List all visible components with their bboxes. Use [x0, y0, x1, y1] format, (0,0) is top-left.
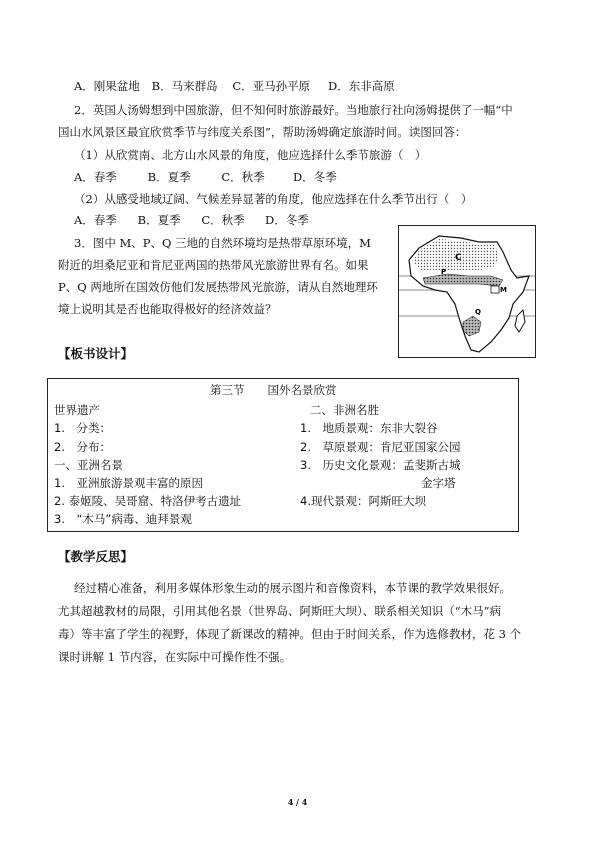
board-right-line-3: 2. 草原景观：肯尼亚国家公园 — [300, 440, 461, 454]
africa-map-drawing — [399, 226, 535, 357]
q2-sub1: （1）从欣赏南、北方山水风景的角度，他应选择什么季节旅游（ ） — [74, 148, 427, 162]
reflection-line-3: 毒）等丰富了学生的视野，体现了新课改的精神。但由于时间关系，作为选修教材，花 3 个 — [58, 627, 522, 641]
board-right-line-6: 4.现代景观：阿斯旺大坝 — [300, 494, 426, 508]
board-left-line-5: 1. 亚洲旅游景观丰富的原因 — [54, 476, 203, 490]
q2-sub1-options — [74, 169, 337, 185]
map-label-m: M — [500, 286, 507, 294]
africa-map — [398, 225, 536, 358]
board-left-line-7: 3. “木马”病毒、迪拜景观 — [54, 512, 192, 526]
q2-sub2-option-b: B．夏季 — [137, 213, 181, 227]
q2-sub2-option-c: C．秋季 — [201, 213, 245, 227]
board-right-line-4: 3. 历史文化景观：孟斐斯古城 — [300, 458, 461, 472]
q2-line-2: 国山水风景区最宜欣赏季节与纬度关系图”，帮助汤姆确定旅游时间。读图回答： — [58, 125, 467, 139]
board-right-line-1: 二、非洲名胜 — [310, 403, 379, 417]
map-label-c: C — [455, 253, 462, 263]
reflection-line-1: 经过精心准备，利用多媒体形象生动的展示图片和音像资料，本节课的教学效果很好。 — [74, 581, 511, 595]
q1-option-b: B．马来群岛 — [151, 79, 218, 93]
q2-line-1: 2．英国人汤姆想到中国旅游，但不知何时旅游最好。当地旅行社向汤姆提供了一幅“中 — [74, 103, 513, 117]
board-left-line-6: 2. 泰姬陵、吴哥窟、特洛伊考古遗址 — [54, 494, 242, 508]
board-right-line-2: 1. 地质景观：东非大裂谷 — [300, 421, 438, 435]
board-title: 第三节 国外名景欣赏 — [210, 383, 337, 397]
board-left-line-4: 一、亚洲名景 — [54, 458, 123, 472]
q3-line-4: 境上说明其是否也能取得极好的经济效益？ — [58, 302, 277, 316]
map-label-p: P — [441, 268, 447, 276]
reflection-heading: 【教学反思】 — [58, 549, 134, 564]
q3-line-3: P、Q 两地所在国效仿他们发展热带风光旅游，请从自然地理环 — [58, 280, 378, 294]
m-marker — [491, 286, 499, 293]
q2-sub2-option-a: A．春季 — [74, 213, 117, 227]
madagascar-outline — [515, 310, 525, 332]
q2-sub1-option-a: A．春季 — [74, 170, 117, 184]
page-number: 4 / 4 — [287, 797, 308, 807]
q1-option-d: D．东非高原 — [327, 79, 395, 93]
board-left-line-3: 2. 分布： — [54, 440, 111, 454]
map-label-q: Q — [475, 308, 481, 316]
savanna-region — [423, 274, 503, 286]
q1-options — [74, 78, 395, 94]
reflection-line-4: 课时讲解 1 节内容，在实际中可操作性不强。 — [58, 650, 292, 664]
q2-sub1-option-d: D．冬季 — [292, 170, 337, 184]
q3-line-1: 3．图中 M、P、Q 三地的自然环境均是热带草原环境，M — [74, 236, 371, 250]
board-right-line-5: 金字塔 — [421, 476, 456, 490]
q1-option-c: C．亚马孙平原 — [232, 79, 311, 93]
reflection-line-2: 尤其超越教材的局限，引用其他名景（世界岛、阿斯旺大坝）、联系相关知识（“木马”病 — [58, 604, 502, 618]
board-design-box — [47, 378, 519, 532]
board-left-line-2: 1. 分类： — [54, 421, 111, 435]
q1-option-a: A．刚果盆地 — [74, 79, 140, 93]
q2-sub2-option-d: D．冬季 — [264, 213, 309, 227]
board-left-line-1: 世界遗产 — [54, 403, 100, 417]
q2-sub1-option-b: B．夏季 — [147, 170, 191, 184]
board-heading: 【板书设计】 — [58, 346, 134, 361]
q2-sub2: （2）从感受地域辽阔、气候差异显著的角度，他应选择在什么季节出行（ ） — [74, 192, 473, 206]
q2-sub2-options — [74, 212, 309, 228]
q3-line-2: 附近的坦桑尼亚和肯尼亚两国的热带风光旅游世界有名。如果 — [58, 258, 369, 272]
q2-sub1-option-c: C．秋季 — [221, 170, 265, 184]
